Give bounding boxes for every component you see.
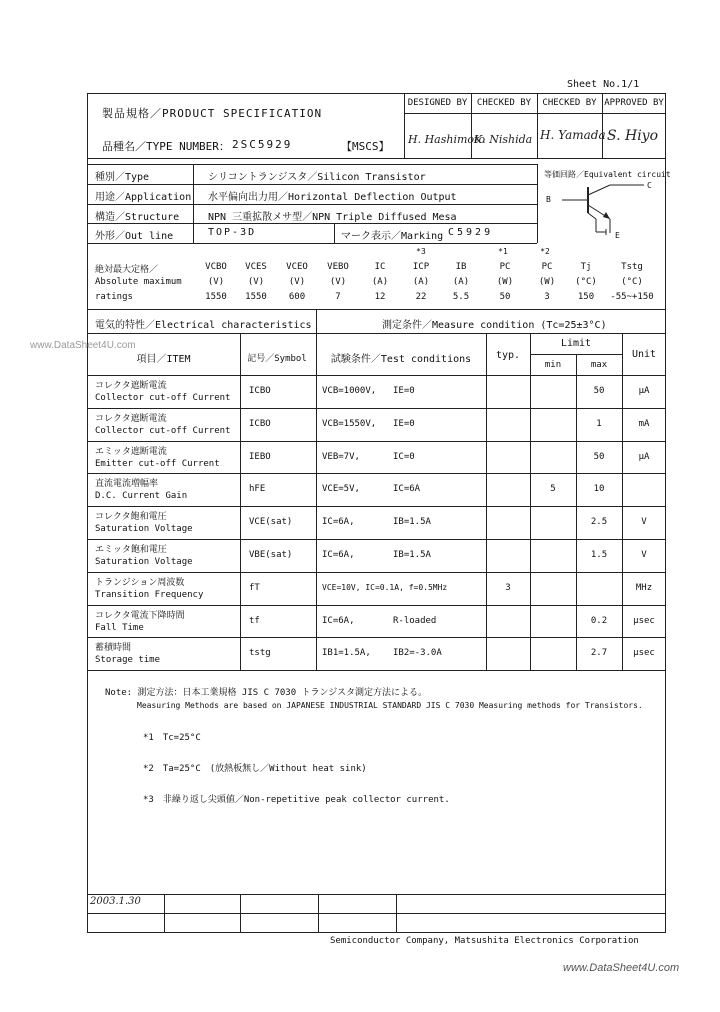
row-4-unit: V [641, 517, 647, 527]
watermark-bottom: www.DataSheet4U.com [563, 962, 680, 974]
row-8-item-en: Storage time [95, 655, 161, 665]
footer-company: Semiconductor Company, Matsushita Electronics Corporation [330, 936, 639, 946]
checker2-signature: H. Yamada [540, 128, 606, 142]
collector-terminal-label: C [647, 181, 652, 190]
abs-max-value-8: 3 [544, 292, 550, 302]
row-7-condition-2: R-loaded [393, 616, 437, 626]
type-label: 種別／Type [95, 172, 150, 183]
row-7-item-en: Fall Time [95, 623, 144, 633]
row-3-symbol: hFE [249, 484, 266, 494]
row-8-symbol: tstg [249, 648, 271, 658]
row-7-symbol: tf [249, 616, 260, 626]
abs-max-param-2: VCEO [286, 262, 308, 272]
note-japanese: Note: 測定方法：日本工業規格 JIS C 7030 トランジスタ測定方法による。 [105, 688, 428, 698]
row-3-condition-1: VCE=5V, [322, 484, 360, 494]
row-6-item-jp: トランジション周波数 [95, 578, 185, 588]
row-4-max: 2.5 [590, 517, 608, 527]
header-min: min [544, 360, 562, 370]
row-1-condition-1: VCB=1550V, [322, 419, 377, 429]
abs-max-param-4: IC [374, 262, 386, 272]
row-2-max: 50 [593, 452, 605, 462]
marking-label: マーク表示／Marking [341, 231, 444, 242]
abs-max-value-6: 5.5 [452, 292, 470, 302]
row-1-item-en: Collector cut-off Current [95, 426, 231, 436]
abs-max-unit-1: (V) [247, 277, 265, 287]
note-item-3: *3 非繰り返し尖頭値／Non-repetitive peak collector current. [143, 795, 450, 805]
structure-label: 構造／Structure [95, 212, 180, 223]
row-4-condition-2: IB=1.5A [393, 517, 431, 527]
row-7-item-jp: コレクタ電流下降時間 [95, 611, 185, 621]
row-0-unit: μA [638, 386, 650, 396]
row-8-condition-1: IB1=1.5A, [322, 648, 371, 658]
row-3-condition-2: IC=6A [393, 484, 421, 494]
structure-value: NPN 三重拡散メサ型／NPN Triple Diffused Mesa [208, 212, 457, 223]
row-2-item-jp: エミッタ遮断電流 [95, 447, 167, 457]
row-4-item-en: Saturation Voltage [95, 524, 193, 534]
header-item: 項目／ITEM [136, 354, 191, 365]
abs-max-unit-2: (V) [288, 277, 306, 287]
row-6-item-en: Transition Frequency [95, 590, 204, 600]
application-label: 用途／Application [95, 192, 192, 203]
checked-by-header-2: CHECKED BY [542, 98, 597, 108]
checked-by-header-1: CHECKED BY [476, 98, 532, 108]
header-unit: Unit [631, 349, 657, 360]
abs-max-value-9: 150 [577, 292, 595, 302]
header-symbol: 記号／Symbol [247, 354, 307, 364]
row-2-condition-2: IC=0 [393, 452, 415, 462]
mscs-label: 【MSCS】 [341, 140, 390, 153]
abs-max-unit-6: (A) [452, 277, 470, 287]
abs-max-value-5: 22 [415, 292, 427, 302]
row-1-max: 1 [596, 419, 602, 429]
type-number: 2SC5929 [232, 138, 293, 151]
row-5-item-jp: エミッタ飽和電圧 [95, 545, 167, 555]
row-8-condition-2: IB2=-3.0A [393, 648, 442, 658]
abs-max-value-2: 600 [288, 292, 306, 302]
abs-max-unit-10: (°C) [621, 277, 643, 287]
row-7-condition-1: IC=6A, [322, 616, 355, 626]
row-0-item-jp: コレクタ遮断電流 [95, 381, 167, 391]
note-marker-pc1: *1 [498, 247, 508, 256]
row-3-max: 10 [593, 484, 605, 494]
abs-max-param-10: Tstg [621, 262, 643, 272]
abs-max-value-1: 1550 [245, 292, 267, 302]
base-terminal-label: B [546, 195, 551, 204]
elec-title: 電気的特性／Electrical characteristics [95, 320, 312, 331]
row-1-unit: mA [638, 419, 650, 429]
row-8-max: 2.7 [590, 648, 608, 658]
abs-max-unit-4: (A) [371, 277, 389, 287]
row-2-item-en: Emitter cut-off Current [95, 459, 220, 469]
row-2-symbol: IEBO [249, 452, 271, 462]
header-typ: typ. [495, 350, 521, 361]
row-5-condition-2: IB=1.5A [393, 550, 431, 560]
row-3-item-en: D.C. Current Gain [95, 491, 188, 501]
header-limit: Limit [560, 338, 592, 349]
designed-by-header: DESIGNED BY [407, 98, 468, 108]
type-number-label: 品種名／TYPE NUMBER： [102, 140, 230, 153]
row-0-condition-2: IE=0 [393, 386, 415, 396]
approver-signature: S. Hiyo [607, 128, 659, 144]
row-5-max: 1.5 [590, 550, 608, 560]
abs-max-param-5: ICP [412, 262, 430, 272]
row-0-max: 50 [593, 386, 605, 396]
row-8-item-jp: 蓄積時間 [95, 643, 132, 653]
row-2-unit: μA [638, 452, 650, 462]
row-3-item-jp: 直流電流増幅率 [95, 479, 159, 489]
note-marker-icp: *3 [416, 247, 426, 256]
application-value: 水平偏向出力用／Horizontal Deflection Output [208, 192, 457, 203]
row-0-item-en: Collector cut-off Current [95, 393, 231, 403]
abs-max-value-0: 1550 [205, 292, 227, 302]
row-4-condition-1: IC=6A, [322, 517, 355, 527]
row-4-symbol: VCE(sat) [249, 517, 293, 527]
circuit-title: 等価回路／Equivalent circuit [544, 170, 671, 179]
row-1-symbol: ICBO [249, 419, 271, 429]
row-1-item-jp: コレクタ遮断電流 [95, 414, 167, 424]
abs-max-param-0: VCBO [205, 262, 227, 272]
note-english: Measuring Methods are based on JAPANESE INDUSTRIAL STANDARD JIS C 7030 Measuring methods for Transistors. [137, 701, 643, 710]
abs-max-value-10: -55~+150 [610, 292, 654, 302]
abs-max-value-3: 7 [335, 292, 341, 302]
abs-max-label-1: 絶対最大定格／ [95, 265, 159, 275]
row-6-condition-1: VCE=10V, IC=0.1A, f=0.5MHz [322, 583, 448, 592]
abs-max-unit-3: (V) [329, 277, 347, 287]
abs-max-label-2: Absolute maximum [95, 277, 182, 287]
outline-label: 外形／Out line [95, 231, 174, 242]
marking-value: C5929 [448, 227, 494, 238]
abs-max-unit-7: (W) [496, 277, 514, 287]
type-value: シリコントランジスタ／Silicon Transistor [208, 172, 426, 183]
measure-condition: 測定条件／Measure condition (Tc=25±3°C) [382, 320, 607, 331]
row-7-unit: μsec [633, 616, 655, 626]
abs-max-unit-9: (°C) [575, 277, 597, 287]
revision-date: 2003.1.30 [90, 896, 141, 907]
equivalent-circuit-diagram [540, 175, 664, 241]
row-6-unit: MHz [635, 583, 653, 593]
row-1-condition-2: IE=0 [393, 419, 415, 429]
row-0-condition-1: VCB=1000V, [322, 386, 377, 396]
row-7-max: 0.2 [590, 616, 608, 626]
abs-max-unit-8: (W) [538, 277, 556, 287]
abs-max-param-9: Tj [580, 262, 592, 272]
note-item-1: *1 Tc=25°C [143, 733, 201, 743]
abs-max-param-8: PC [541, 262, 553, 272]
row-8-unit: μsec [633, 648, 655, 658]
abs-max-unit-0: (V) [207, 277, 225, 287]
emitter-terminal-label: E [615, 231, 620, 240]
outline-value: TOP-3D [208, 227, 257, 238]
checker1-signature: K. Nishida [474, 133, 533, 146]
designer-signature: H. Hashimoto [408, 133, 486, 146]
abs-max-label-3: ratings [95, 292, 133, 302]
header-max: max [590, 360, 608, 370]
row-5-condition-1: IC=6A, [322, 550, 355, 560]
row-6-symbol: fT [249, 583, 260, 593]
header-test-conditions: 試験条件／Test conditions [330, 354, 472, 365]
abs-max-param-6: IB [455, 262, 467, 272]
sheet-number: Sheet No.1/1 [567, 79, 640, 90]
abs-max-value-7: 50 [499, 292, 511, 302]
row-6-typ: 3 [505, 583, 511, 593]
row-0-symbol: ICBO [249, 386, 271, 396]
row-5-unit: V [641, 550, 647, 560]
row-3-min: 5 [550, 484, 556, 494]
abs-max-param-1: VCES [245, 262, 267, 272]
note-item-2: *2 Ta=25°C (放熱板無し／Without heat sink) [143, 764, 367, 774]
abs-max-param-3: VEBO [327, 262, 349, 272]
row-5-symbol: VBE(sat) [249, 550, 293, 560]
row-2-condition-1: VEB=7V, [322, 452, 360, 462]
abs-max-unit-5: (A) [412, 277, 430, 287]
page-title: 製品規格／PRODUCT SPECIFICATION [102, 107, 323, 120]
row-5-item-en: Saturation Voltage [95, 557, 193, 567]
note-marker-pc2: *2 [540, 247, 550, 256]
abs-max-value-4: 12 [374, 292, 386, 302]
row-4-item-jp: コレクタ飽和電圧 [95, 512, 167, 522]
abs-max-param-7: PC [499, 262, 511, 272]
watermark-left: www.DataSheet4U.com [30, 340, 136, 351]
approved-by-header: APPROVED BY [604, 98, 664, 108]
